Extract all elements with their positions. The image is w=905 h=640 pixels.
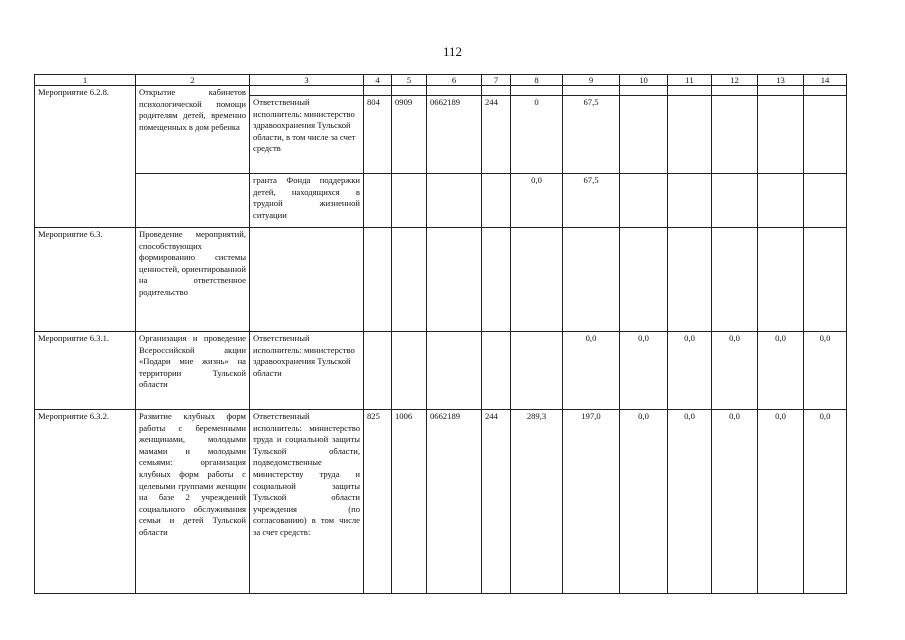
activity-name: Проведение мероприятий, способствующих формированию системы ценностей, ориентированной на ответственное родительство [136, 228, 250, 332]
activity-code: Мероприятие 6.3.2. [35, 410, 136, 594]
value-cell: 0,0 [668, 410, 712, 594]
code-cell: 244 [482, 410, 511, 594]
value-cell: 0,0 [758, 410, 804, 594]
value-cell: 0,0 [620, 410, 668, 594]
executor-cell: Ответственный исполнитель: министерство здравоохранения Тульской области, в том числе за счет средств [250, 96, 364, 174]
header-cell: 2 [136, 75, 250, 86]
table-row [35, 174, 847, 228]
value-cell: 0,0 [712, 410, 758, 594]
activity-name: Открытие кабинетов психологической помощи родителям детей, временно помещенных в дом ребенка [136, 86, 250, 174]
program-table [34, 74, 847, 594]
value-cell: 67,5 [563, 96, 620, 174]
value-cell: 197,0 [563, 410, 620, 594]
value-cell: 289,3 [511, 410, 563, 594]
header-cell: 10 [620, 75, 668, 86]
header-cell: 3 [250, 75, 364, 86]
executor-cell: Ответственный исполнитель: министерство труда и социальной защиты Тульской области, подведомственные министерству труда и социальной защиты Тульской области учреждения (по согласованию) в том числе за счет средств: [250, 410, 364, 594]
activity-name: Организация и проведение Всероссийской акции «Подари мне жизнь» на территории Тульской области [136, 332, 250, 410]
activity-name: Развитие клубных форм работы с беременными женщинами, молодыми мамами и молодыми семьями: организация клубных форм работы с целевыми группами женщин на базе 2 учреждений социального обслуживания семьи и детей Тульской области [136, 410, 250, 594]
value-cell: 0,0 [804, 410, 847, 594]
value-cell: 0 [511, 96, 563, 174]
header-cell: 8 [511, 75, 563, 86]
header-cell: 4 [364, 75, 392, 86]
value-cell: 0,0 [668, 332, 712, 410]
header-cell: 6 [427, 75, 482, 86]
value-cell: 0,0 [804, 332, 847, 410]
activity-code: Мероприятие 6.3. [35, 228, 136, 332]
activity-code: Мероприятие 6.2.8. [35, 86, 136, 228]
code-cell: 825 [364, 410, 392, 594]
code-cell: 0662189 [427, 410, 482, 594]
value-cell: 0,0 [620, 332, 668, 410]
header-cell: 11 [668, 75, 712, 86]
code-cell: 0662189 [427, 96, 482, 174]
header-cell: 7 [482, 75, 511, 86]
header-row [35, 75, 847, 86]
header-cell: 1 [35, 75, 136, 86]
value-cell: 0,0 [712, 332, 758, 410]
code-cell: 1006 [392, 410, 427, 594]
header-cell: 14 [804, 75, 847, 86]
value-cell: 67,5 [563, 174, 620, 228]
header-cell: 13 [758, 75, 804, 86]
code-cell: 0909 [392, 96, 427, 174]
header-cell: 9 [563, 75, 620, 86]
code-cell: 244 [482, 96, 511, 174]
activity-code: Мероприятие 6.3.1. [35, 332, 136, 410]
table-row [35, 410, 847, 594]
executor-cell: гранта Фонда поддержки детей, находящихся в трудной жизненной ситуации [250, 174, 364, 228]
table-row [35, 332, 847, 410]
table-row [35, 228, 847, 332]
code-cell: 804 [364, 96, 392, 174]
value-cell: 0,0 [563, 332, 620, 410]
value-cell: 0,0 [511, 174, 563, 228]
header-cell: 12 [712, 75, 758, 86]
executor-cell: Ответственный исполнитель: министерство здравоохранения Тульской области [250, 332, 364, 410]
value-cell: 0,0 [758, 332, 804, 410]
table-row [35, 86, 847, 96]
page-number: 112 [442, 44, 463, 59]
header-cell: 5 [392, 75, 427, 86]
